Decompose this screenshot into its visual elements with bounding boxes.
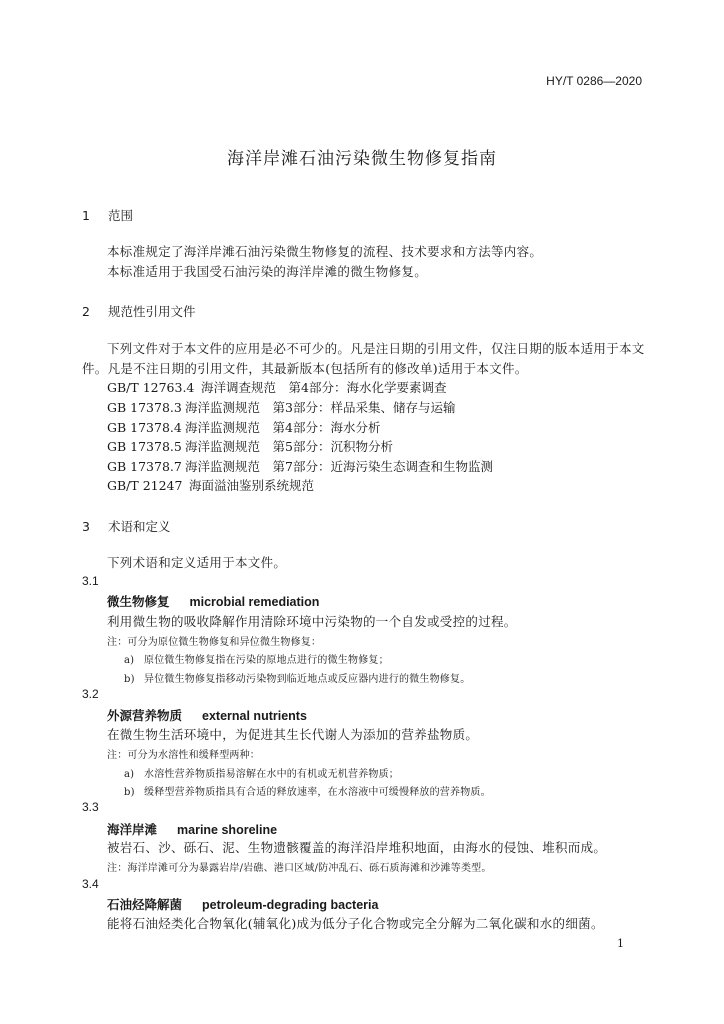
- list-label: a): [124, 769, 135, 780]
- paragraph: 下列术语和定义适用于本文件。: [107, 555, 287, 570]
- term-english: external nutrients: [202, 709, 307, 723]
- term-chinese: 外源营养物质: [107, 708, 183, 723]
- term-definition: 利用微生物的吸收降解作用清除环境中污染物的一个自发或受控的过程。: [107, 614, 517, 629]
- reference-code: GB/T 21247: [107, 478, 183, 493]
- reference-code: GB 17378.4: [107, 420, 182, 435]
- paragraph: 本标准适用于我国受石油污染的海洋岸滩的微生物修复。: [107, 264, 428, 279]
- list-item: [124, 765, 399, 780]
- note: 注：海洋岸滩可分为暴露岩岸/岩礁、港口区域/防冲乱石、砾石质海滩和沙滩等类型。: [107, 863, 492, 874]
- term-english: marine shoreline: [177, 823, 278, 837]
- section-number: 2: [82, 304, 90, 319]
- standard-code: HY/T 0286—2020: [546, 74, 642, 88]
- reference-code: GB 17378.7: [107, 459, 182, 474]
- reference-title: 海洋监测规范 第7部分：近海污染生态调查和生物监测: [185, 459, 493, 474]
- section-title: 术语和定义: [107, 519, 171, 534]
- reference-code: GB 17378.5: [107, 439, 182, 454]
- document-title: 海洋岸滩石油污染微生物修复指南: [227, 149, 497, 169]
- clause-number: 3.1: [82, 574, 99, 588]
- reference-item: [107, 476, 314, 494]
- list-item: [124, 783, 491, 798]
- term-definition: 在微生物生活环境中，为促进其生长代谢人为添加的营养盐物质。: [107, 727, 479, 742]
- clause-number: 3.3: [82, 800, 99, 814]
- clause-number: 3.4: [82, 877, 99, 891]
- term-heading: [107, 592, 319, 610]
- section-3-heading: [82, 517, 171, 535]
- reference-item: [107, 398, 455, 416]
- term-definition: 能将石油烃类化合物氧化(辅氧化)成为低分子化合物或完全分解为二氧化碳和水的细菌。: [107, 916, 604, 931]
- reference-item: [107, 457, 493, 475]
- section-number: 1: [82, 208, 90, 223]
- page-number: 1: [617, 937, 624, 950]
- term-heading: [107, 895, 378, 913]
- reference-item: [107, 437, 393, 455]
- term-definition: 被岩石、沙、砾石、泥、生物遗骸覆盖的海洋沿岸堆积地面，由海水的侵蚀、堆积而成。: [107, 840, 607, 855]
- term-heading: [107, 820, 277, 838]
- list-item: [124, 651, 389, 666]
- section-title: 范围: [107, 208, 133, 223]
- paragraph: 本标准规定了海洋岸滩石油污染微生物修复的流程、技术要求和方法等内容。: [107, 244, 543, 259]
- term-chinese: 海洋岸滩: [107, 822, 158, 837]
- reference-title: 海洋调查规范 第4部分：海水化学要素调查: [201, 380, 447, 395]
- reference-code: GB 17378.3: [107, 400, 182, 415]
- list-label: a): [124, 655, 135, 666]
- reference-title: 海洋监测规范 第4部分：海水分析: [185, 420, 381, 435]
- term-chinese: 微生物修复: [107, 594, 170, 609]
- clause-number: 3.2: [82, 687, 99, 701]
- reference-item: [107, 378, 446, 396]
- note: 注：可分为水溶性和缓释型两种：: [107, 750, 260, 761]
- section-2-heading: [82, 302, 196, 320]
- paragraph: 下列文件对于本文件的应用是必不可少的。凡是注日期的引用文件，仅注日期的版本适用于本文: [107, 341, 645, 356]
- list-text: 水溶性营养物质指易溶解在水中的有机或无机营养物质；: [144, 769, 399, 780]
- list-item: [124, 670, 470, 685]
- reference-code: GB/T 12763.4: [107, 380, 195, 395]
- list-text: 缓释型营养物质指具有合适的释放速率，在水溶液中可缓慢释放的营养物质。: [144, 787, 491, 798]
- list-label: b): [124, 787, 135, 798]
- note: 注：可分为原位微生物修复和异位微生物修复：: [107, 637, 322, 648]
- reference-title: 海面溢油鉴别系统规范: [189, 478, 315, 493]
- term-chinese: 石油烃降解菌: [107, 897, 183, 912]
- list-text: 原位微生物修复指在污染的原地点进行的微生物修复；: [144, 655, 389, 666]
- term-english: petroleum-degrading bacteria: [202, 898, 379, 912]
- reference-title: 海洋监测规范 第5部分：沉积物分析: [185, 439, 393, 454]
- paragraph: 件。凡是不注日期的引用文件，其最新版本(包括所有的修改单)适用于本文件。: [82, 361, 528, 376]
- list-label: b): [124, 674, 135, 685]
- reference-title: 海洋监测规范 第3部分：样品采集、储存与运输: [185, 400, 456, 415]
- term-heading: [107, 706, 307, 724]
- list-text: 异位微生物修复指移动污染物到临近地点或反应器内进行的微生物修复。: [144, 674, 471, 685]
- section-1-heading: [82, 206, 133, 224]
- section-title: 规范性引用文件: [107, 304, 196, 319]
- term-english: microbial remediation: [189, 595, 320, 609]
- section-number: 3: [82, 519, 90, 534]
- reference-item: [107, 418, 380, 436]
